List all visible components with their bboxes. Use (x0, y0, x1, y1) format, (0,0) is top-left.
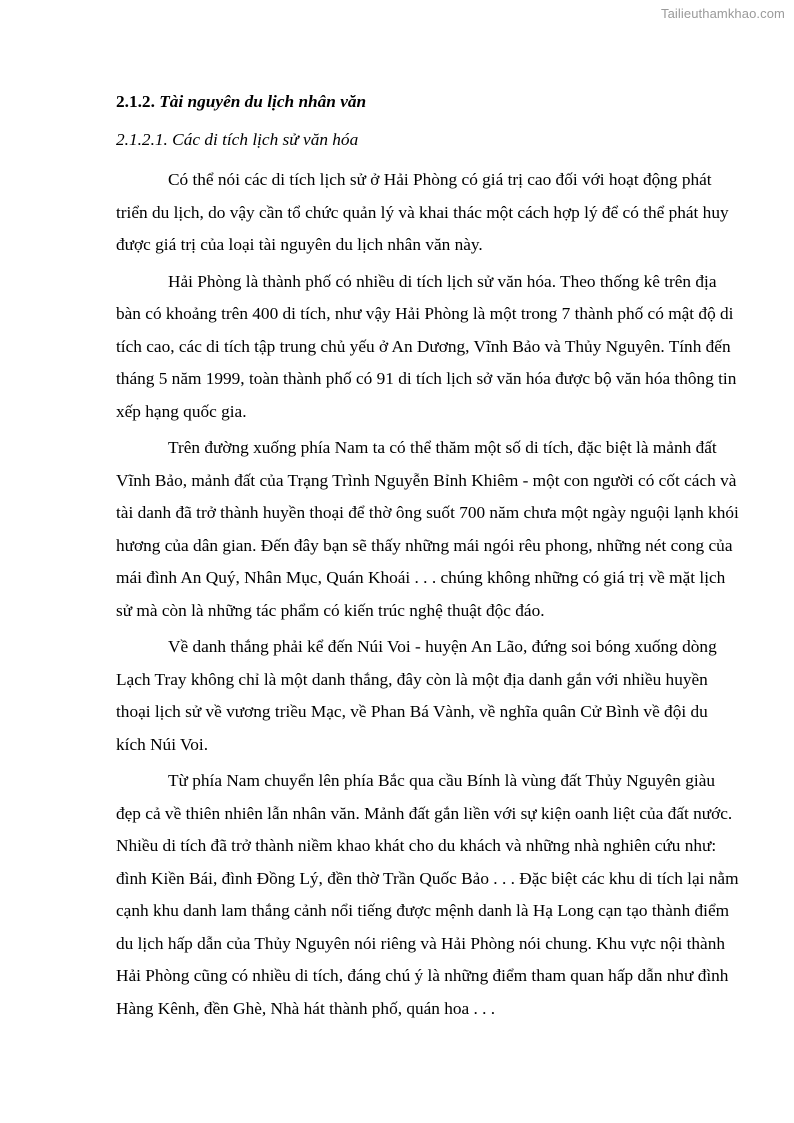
document-page (116, 90, 740, 1025)
paragraph-2: Hải Phòng là thành phố có nhiều di tích lịch sử văn hóa. Theo thống kê trên địa bàn có khoảng trên 400 di tích, như vậy Hải Phòng là một trong 7 thành phố có mật độ di tích cao, các di tích tập trung chủ yếu ở An Dương, Vĩnh Bảo và Thủy Nguyên. Tính đến tháng 5 năm 1999, toàn thành phố có 91 di tích lịch sở văn hóa được bộ văn hóa thông tin xếp hạng quốc gia. (116, 271, 737, 421)
paragraph-1: Có thể nói các di tích lịch sử ở Hải Phòng có giá trị cao đối với hoạt động phát triển du lịch, do vậy cần tổ chức quản lý và khai thác một cách hợp lý để có thể phát huy được giá trị của loại tài nguyên du lịch nhân văn này. (116, 170, 729, 254)
paragraph-5: Từ phía Nam chuyển lên phía Bắc qua cầu Bính là vùng đất Thủy Nguyên giàu đẹp cả về thiên nhiên lẫn nhân văn. Mảnh đất gắn liền với sự kiện oanh liệt của đất nước. Nhiều di tích đã trở thành niềm khao khát cho du khách và những nhà nghiên cứu như: đình Kiền Bái, đình Đồng Lý, đền thờ Trần Quốc Bảo . . . Đặc biệt các khu di tích lại nằm cạnh khu danh lam thắng cảnh nổi tiếng được mệnh danh là Hạ Long cạn tạo thành điểm du lịch hấp dẫn của Thủy Nguyên nói riêng và Hải Phòng nói chung. Khu vực nội thành Hải Phòng cũng có nhiều di tích, đáng chú ý là những điểm tham quan hấp dẫn như đình Hàng Kênh, đền Ghè, Nhà hát thành phố, quán hoa . . . (116, 771, 739, 1018)
paragraph-4: Về danh thắng phải kể đến Núi Voi - huyện An Lão, đứng soi bóng xuống dòng Lạch Tray không chỉ là một danh thắng, đây còn là một địa danh gắn với nhiều huyền thoại lịch sử về vương triều Mạc, về Phan Bá Vành, về nghĩa quân Cử Bình về đội du kích Núi Voi. (116, 637, 717, 754)
paragraph-3: Trên đường xuống phía Nam ta có thể thăm một số di tích, đặc biệt là mảnh đất Vĩnh Bảo, mảnh đất của Trạng Trình Nguyễn Bỉnh Khiêm - một con người có cốt cách và tài danh đã trở thành huyền thoại để thờ ông suốt 700 năm chưa một ngày nguội lạnh khói hương của dân gian. Đến đây bạn sẽ thấy những mái ngói rêu phong, những nét cong của mái đình An Quý, Nhân Mục, Quán Khoái . . . chúng không những có giá trị về mặt lịch sử mà còn là những tác phẩm có kiến trúc nghệ thuật độc đáo. (116, 438, 739, 620)
section-title: Tài nguyên du lịch nhân văn (159, 92, 367, 111)
watermark: Tailieuthamkhao.com (660, 6, 785, 21)
section-heading (116, 90, 740, 114)
subsection-heading: 2.1.2.1. Các di tích lịch sử văn hóa (116, 130, 359, 149)
section-number: 2.1.2. (116, 92, 155, 111)
